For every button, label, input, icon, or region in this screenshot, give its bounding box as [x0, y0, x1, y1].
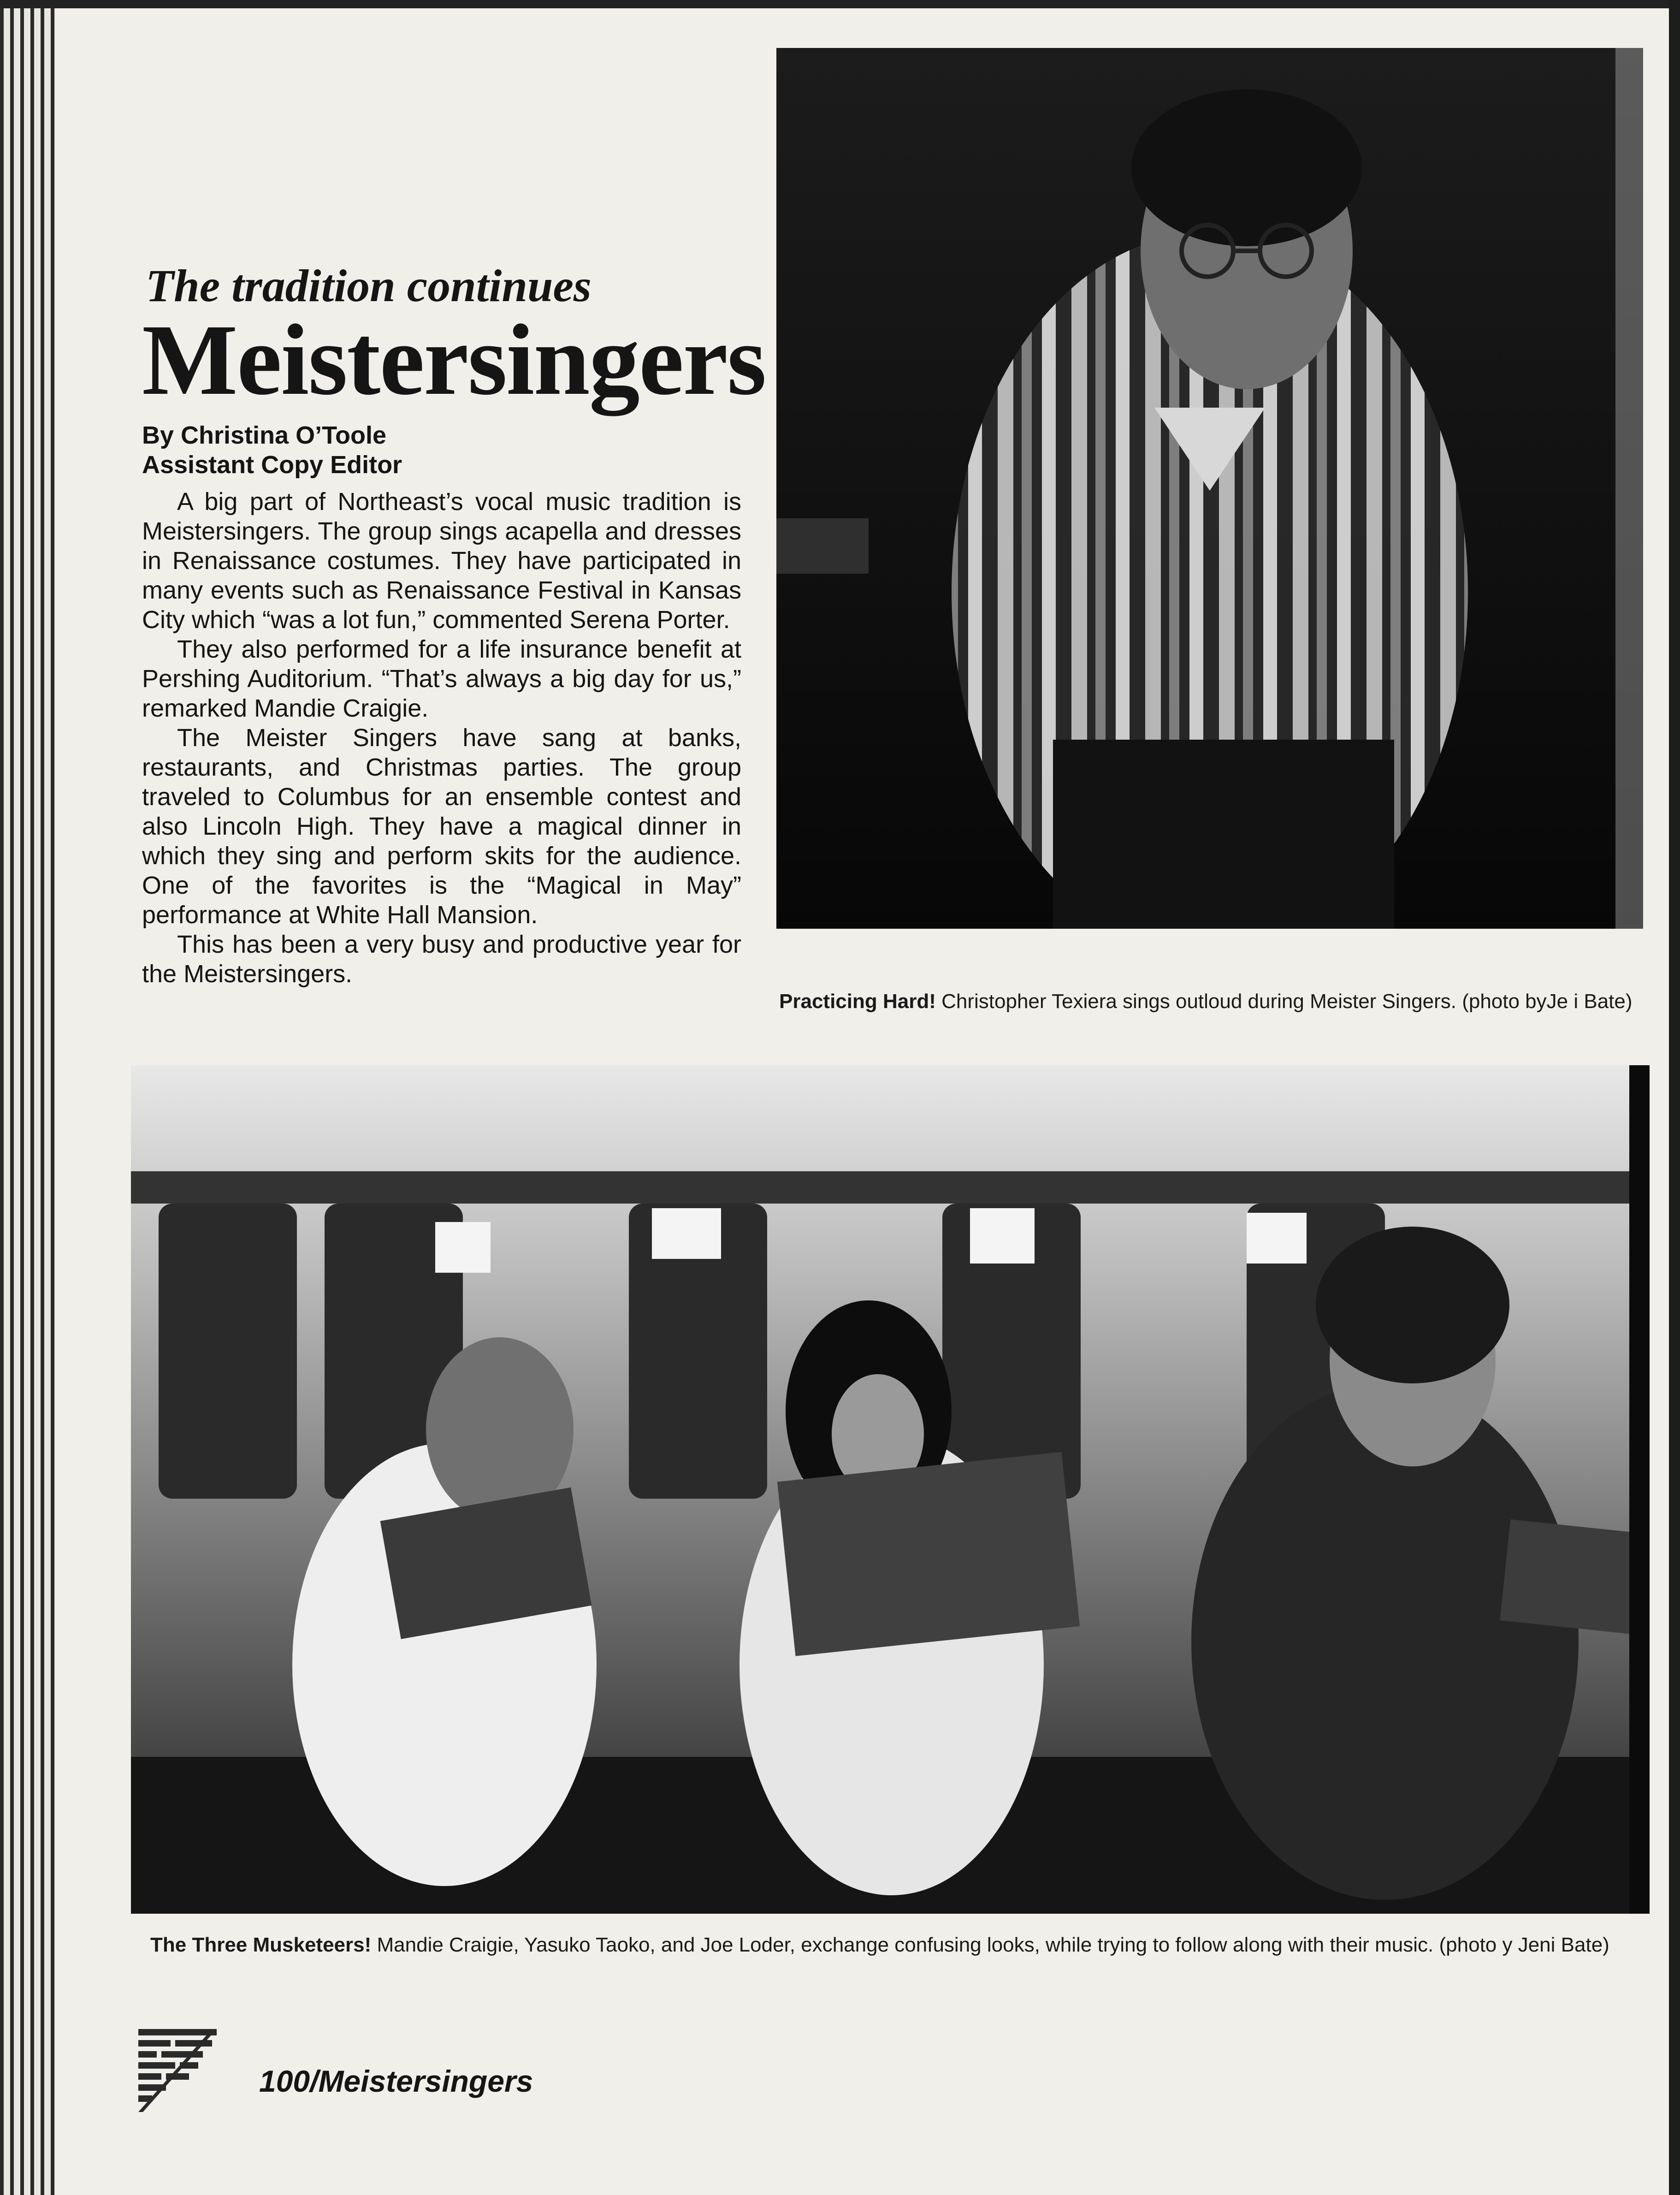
article-paragraph: This has been a very busy and productive year for the Meistersingers.	[142, 931, 741, 988]
article-paragraph: The Meister Singers have sang at banks, restaurants, and Christmas parties. The group traveled to Columbus for an ensemble contest and also Lincoln High. They have a magical dinner in which they sing and perform skits for the audience. One of the favorites is the “Magical in May” performance at White Hall Mansion.	[142, 724, 741, 929]
article-kicker: The tradition continues	[146, 260, 592, 311]
article-paragraph: They also performed for a life insurance benefit at Pershing Auditorium. “That’s always a big day for us,” remarked Mandie Craigie.	[142, 635, 741, 722]
photo-three-singers-caption	[150, 1933, 1649, 1957]
page-right-edge	[1669, 0, 1680, 2195]
byline-role: Assistant Copy Editor	[142, 451, 402, 479]
article-paragraph: A big part of Northeast’s vocal music tradition is Meistersingers. The group sings acapella and dresses in Renaissance costumes. They have participated in many events such as Renaissance Festival in Kansas City which “was a lot fun,” commented Serena Porter.	[142, 488, 741, 634]
caption-lead: The Three Musketeers!	[150, 1934, 372, 1956]
photo-singer-image	[776, 48, 1643, 929]
photo-three-singers	[131, 1065, 1650, 1914]
byline-author: By Christina O’Toole	[142, 421, 387, 449]
photo-singer-caption	[779, 990, 1637, 1014]
page-folio: 100/Meistersingers	[259, 2064, 533, 2098]
byline	[142, 421, 741, 480]
page-binding-edge	[0, 0, 55, 2195]
caption-text: Mandie Craigie, Yasuko Taoko, and Joe Loder, exchange confusing looks, while trying to follow along with their music. (photo y Jeni Bate)	[377, 1934, 1609, 1956]
photo-singer	[776, 48, 1643, 929]
caption-lead: Practicing Hard!	[779, 990, 936, 1013]
article-body	[142, 487, 741, 989]
photo-three-singers-image	[131, 1065, 1650, 1914]
page-top-edge	[0, 0, 1680, 8]
brick-wall-logo-icon	[138, 2029, 217, 2112]
article-headline: Meistersingers	[142, 303, 766, 416]
caption-text: Christopher Texiera sings outloud during Meister Singers. (photo byJe i Bate)	[941, 990, 1633, 1013]
